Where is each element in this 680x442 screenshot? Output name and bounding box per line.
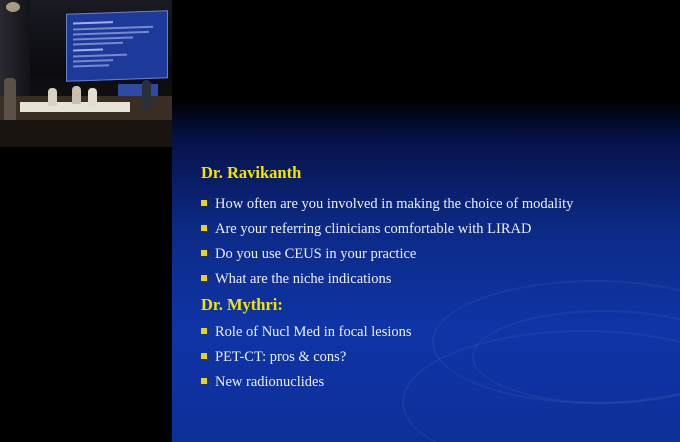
left-column [0, 0, 172, 442]
yellow-square-bullet-icon [201, 275, 207, 281]
bullet-item [201, 372, 324, 392]
bullet-item [201, 219, 531, 239]
yellow-square-bullet-icon [201, 200, 207, 206]
yellow-square-bullet-icon [201, 225, 207, 231]
bullet-item [201, 269, 391, 289]
camera-panelist [72, 86, 81, 104]
yellow-square-bullet-icon [201, 250, 207, 256]
bullet-item [201, 347, 346, 367]
yellow-square-bullet-icon [201, 378, 207, 384]
bullet-text: Do you use CEUS in your practice [215, 246, 417, 262]
bullet-text: PET-CT: pros & cons? [215, 349, 347, 365]
bullet-text: How often are you involved in making the choice of modality [215, 196, 574, 212]
yellow-square-bullet-icon [201, 353, 207, 359]
camera-floor [0, 120, 172, 147]
bullet-item [201, 322, 412, 342]
section-heading: Dr. Ravikanth [201, 163, 302, 182]
bullet-text: What are the niche indications [215, 271, 392, 287]
bullet-text: New radionuclides [215, 374, 325, 390]
camera-panelist [142, 80, 151, 110]
yellow-square-bullet-icon [201, 328, 207, 334]
section-heading: Dr. Mythri: [201, 295, 283, 314]
speaker-camera-feed [0, 0, 172, 147]
camera-projection-screen [66, 10, 168, 82]
presentation-slide [172, 0, 680, 442]
camera-light [6, 2, 20, 12]
bullet-item [201, 244, 416, 264]
bullet-text: Are your referring clinicians comfortable with LIRAD [215, 221, 532, 237]
camera-panelist [88, 88, 97, 106]
camera-panelist [48, 88, 57, 106]
bullet-item [201, 194, 573, 214]
bullet-text: Role of Nucl Med in focal lesions [215, 324, 412, 340]
